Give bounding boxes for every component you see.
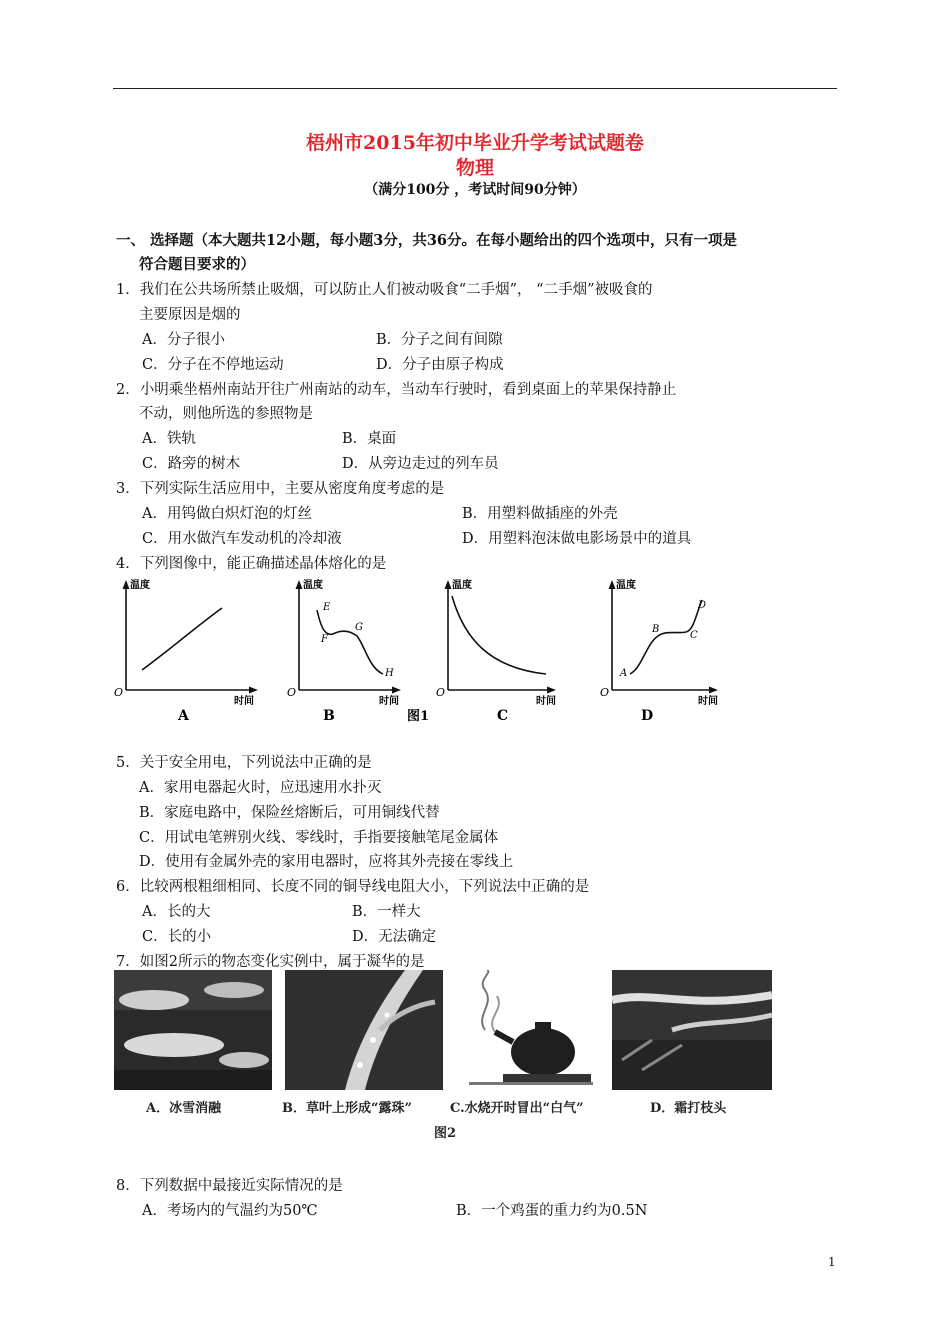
x-axis-arrow-icon xyxy=(249,687,258,694)
q2-option-a: A．铁轨 xyxy=(142,431,196,447)
q5-option-d: D．使用有金属外壳的家用电器时，应将其外壳接在零线上 xyxy=(139,854,514,870)
y-axis-arrow-icon xyxy=(445,580,452,589)
x-label: 时间 xyxy=(234,696,254,707)
photo-caption-b: B．草叶上形成“露珠” xyxy=(282,1101,412,1116)
q4-stem: 4．下列图像中，能正确描述晶体熔化的是 xyxy=(116,556,387,572)
q3-option-c: C．用水做汽车发动机的冷却液 xyxy=(142,531,342,547)
y-label: 温度 xyxy=(452,580,472,591)
q6-option-a: A．长的大 xyxy=(142,904,211,920)
photo-caption-d: D．霜打枝头 xyxy=(650,1101,727,1116)
point-c: C xyxy=(690,630,698,641)
curve xyxy=(142,608,222,670)
point-f: F xyxy=(321,634,328,645)
q5-option-b: B．家庭电路中，保险丝熔断后，可用铜线代替 xyxy=(139,805,440,821)
graph-d xyxy=(598,578,748,723)
graph-a-svg xyxy=(112,578,262,723)
photo-frost-svg xyxy=(612,970,772,1090)
q1-stem-line1: 1．我们在公共场所禁止吸烟，可以防止人们被动吸食“二手烟”， “二手烟”被吸食的 xyxy=(116,282,653,298)
photo-boiling-kettle xyxy=(455,970,595,1090)
photo-melting-snow xyxy=(114,970,272,1090)
q6-option-d: D．无法确定 xyxy=(352,929,437,945)
point-b: B xyxy=(652,624,660,635)
exam-subject: 物理 xyxy=(455,157,494,179)
q1-option-a: A．分子很小 xyxy=(142,332,225,348)
point-a: A xyxy=(620,668,628,679)
q5-option-c: C．用试电笔辨别火线、零线时，手指要接触笔尾金属体 xyxy=(139,830,499,846)
x-label: 时间 xyxy=(698,696,718,707)
photo-caption-c: C.水烧开时冒出“白气” xyxy=(450,1101,584,1116)
photo-frost xyxy=(612,970,772,1090)
q3-option-d: D．用塑料泡沫做电影场景中的道具 xyxy=(462,531,692,547)
origin-label: O xyxy=(600,686,610,699)
q2-option-c: C．路旁的树木 xyxy=(142,456,241,472)
curve xyxy=(452,596,546,674)
q2-option-d: D．从旁边走过的列车员 xyxy=(342,456,499,472)
q1-option-b: B．分子之间有间隙 xyxy=(376,332,503,348)
exam-info: （满分100分 ，考试时间90分钟） xyxy=(364,182,586,198)
photo-boiling-kettle-svg xyxy=(455,970,595,1090)
graph-d-label: D xyxy=(641,708,654,724)
origin-label: O xyxy=(287,686,297,699)
graph-a xyxy=(112,578,262,723)
photo-dewdrops xyxy=(285,970,443,1090)
q1-stem-line2: 主要原因是烟的 xyxy=(139,307,241,323)
x-label: 时间 xyxy=(536,696,556,707)
x-axis-arrow-icon xyxy=(709,687,718,694)
y-axis-arrow-icon xyxy=(609,580,616,589)
q6-stem: 6．比较两根粗细相同、长度不同的铜导线电阻大小，下列说法中正确的是 xyxy=(116,879,590,895)
y-label: 温度 xyxy=(616,580,636,591)
graph-c-svg xyxy=(434,578,584,723)
q6-option-b: B．一样大 xyxy=(352,904,421,920)
origin-label: O xyxy=(436,686,446,699)
graph-a-label: A xyxy=(178,708,189,724)
point-h: H xyxy=(385,668,394,679)
graph-c-label: C xyxy=(497,708,509,724)
header-rule xyxy=(113,88,837,89)
photo-caption-a: A．冰雪消融 xyxy=(146,1101,222,1116)
page-number: 1 xyxy=(828,1255,836,1269)
exam-title: 梧州市2015年初中毕业升学考试试题卷 xyxy=(306,132,644,154)
point-g: G xyxy=(355,622,363,633)
q3-option-b: B．用塑料做插座的外壳 xyxy=(462,506,618,522)
point-d: D xyxy=(698,600,707,611)
x-axis-arrow-icon xyxy=(547,687,556,694)
q6-option-c: C．长的小 xyxy=(142,929,212,945)
y-axis-arrow-icon xyxy=(296,580,303,589)
y-axis-arrow-icon xyxy=(123,580,130,589)
q1-option-c: C．分子在不停地运动 xyxy=(142,357,284,373)
q5-stem: 5．关于安全用电，下列说法中正确的是 xyxy=(116,755,372,771)
q8-option-b: B．一个鸡蛋的重力约为0.5N xyxy=(456,1203,648,1219)
q3-option-a: A．用钨做白炽灯泡的灯丝 xyxy=(142,506,312,522)
q2-stem-line2: 不动，则他所选的参照物是 xyxy=(139,406,313,422)
graph-b-label: B xyxy=(323,708,335,724)
photo-dewdrops-svg xyxy=(285,970,443,1090)
section-heading-line2: 符合题目要求的） xyxy=(139,256,255,273)
q7-stem: 7．如图2所示的物态变化实例中，属于凝华的是 xyxy=(116,954,425,970)
graph-d-svg xyxy=(598,578,748,723)
q8-option-a: A．考场内的气温约为50℃ xyxy=(142,1203,318,1219)
q2-option-b: B．桌面 xyxy=(342,431,397,447)
x-label: 时间 xyxy=(379,696,399,707)
q3-stem: 3．下列实际生活应用中，主要从密度角度考虑的是 xyxy=(116,481,445,497)
q1-option-d: D．分子由原子构成 xyxy=(376,357,504,373)
graph-c xyxy=(434,578,584,723)
origin-label: O xyxy=(114,686,124,699)
point-e: E xyxy=(323,602,331,613)
figure1-caption: 图1 xyxy=(407,709,430,724)
y-label: 温度 xyxy=(130,580,150,591)
figure2-caption: 图2 xyxy=(434,1126,457,1141)
q2-stem-line1: 2．小明乘坐梧州南站开往广州南站的动车，当动车行驶时，看到桌面上的苹果保持静止 xyxy=(116,382,677,398)
section-heading-line1: 一、 选择题（本大题共12小题，每小题3分，共36分。在每小题给出的四个选项中，只有一项是 xyxy=(116,232,737,249)
photo-melting-snow-svg xyxy=(114,970,272,1090)
q5-option-a: A．家用电器起火时，应迅速用水扑灭 xyxy=(139,780,382,796)
y-label: 温度 xyxy=(303,580,323,591)
q8-stem: 8．下列数据中最接近实际情况的是 xyxy=(116,1178,343,1194)
x-axis-arrow-icon xyxy=(392,687,401,694)
